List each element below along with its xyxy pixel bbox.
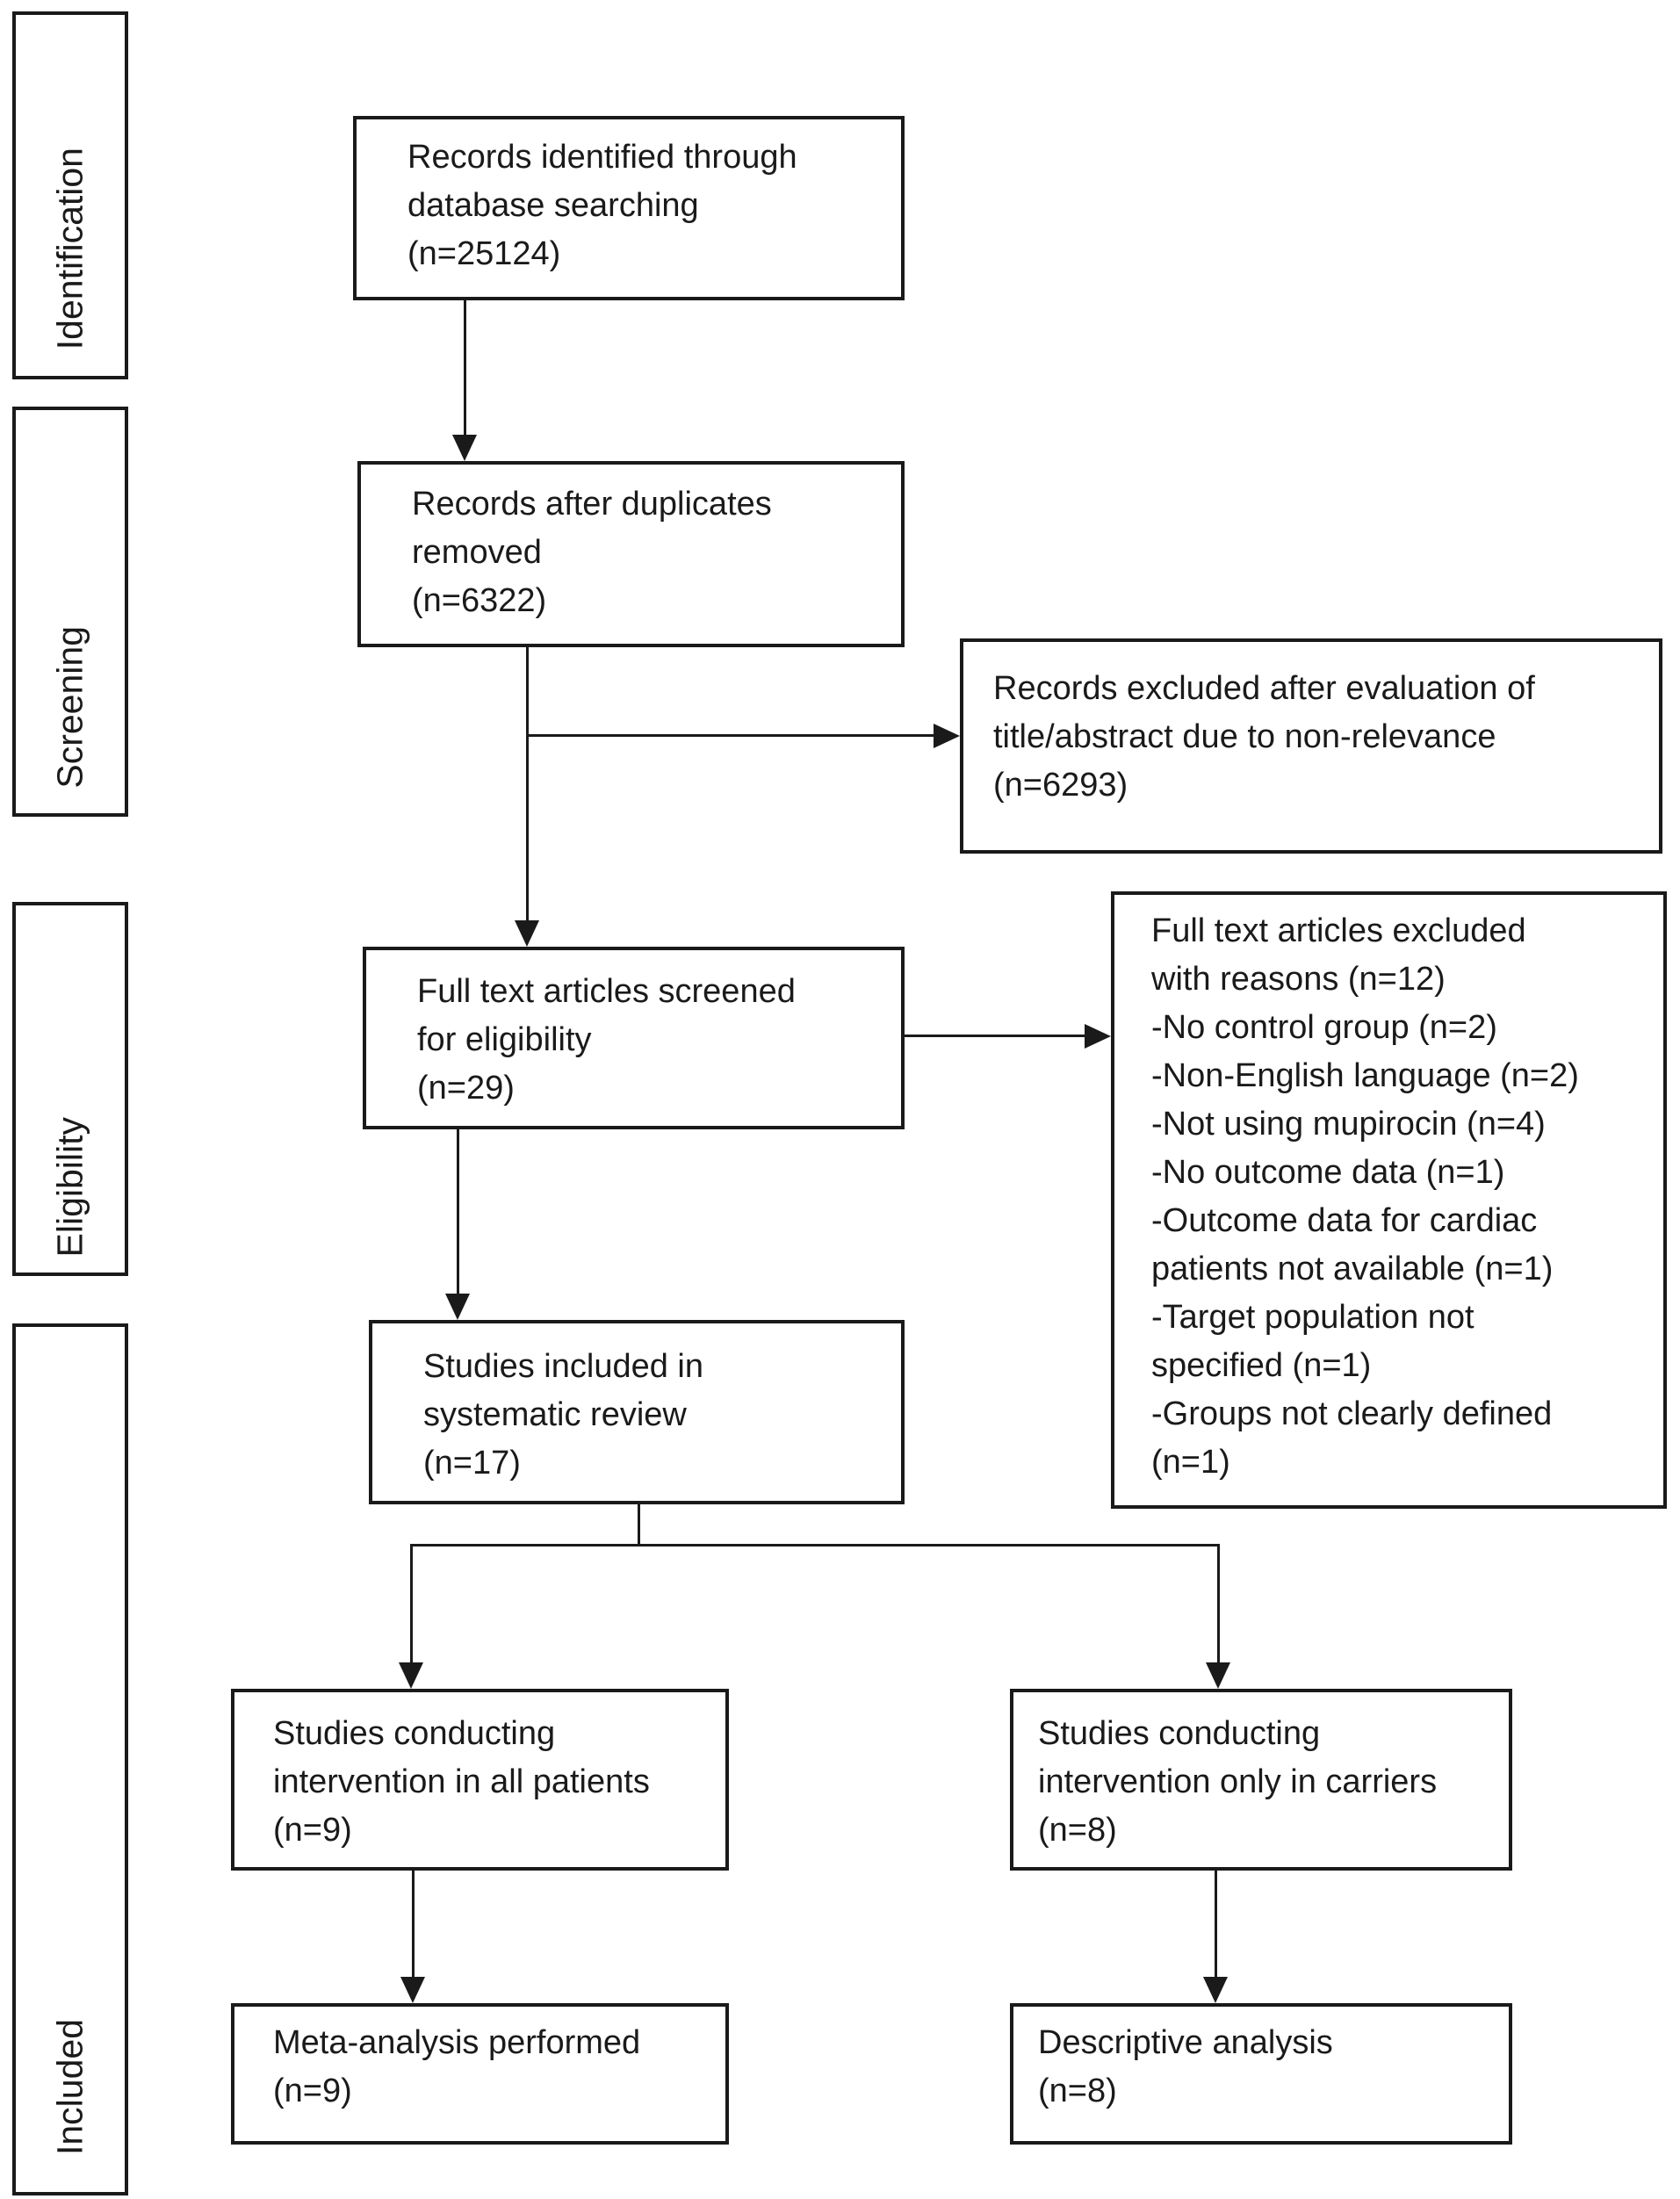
box-text-line: Records after duplicates bbox=[412, 486, 772, 523]
box-records-excluded bbox=[960, 638, 1662, 854]
connector-split-bar bbox=[410, 1544, 1220, 1547]
arrow-down-icon bbox=[1206, 1662, 1230, 1689]
box-studies-included bbox=[369, 1320, 905, 1504]
stage-label-identification: Identification bbox=[49, 147, 90, 350]
box-descriptive-analysis bbox=[1010, 2003, 1512, 2145]
connector-identified-to-duplicates bbox=[464, 300, 466, 439]
stage-box-identification bbox=[12, 11, 128, 379]
arrow-down-icon bbox=[1203, 1977, 1228, 2003]
box-text-line: Descriptive analysis bbox=[1038, 2024, 1333, 2061]
box-text-line: (n=1) bbox=[1151, 1444, 1230, 1481]
box-text-line: systematic review bbox=[423, 1396, 687, 1433]
box-text-line: (n=25124) bbox=[407, 235, 561, 272]
connector-screened-to-excluded bbox=[905, 1035, 1085, 1037]
box-text-line: -Non-English language (n=2) bbox=[1151, 1057, 1579, 1094]
connector-all-patients-to-meta bbox=[412, 1871, 415, 1979]
box-text-line: (n=17) bbox=[423, 1445, 521, 1482]
connector-branch-records-excluded bbox=[526, 734, 935, 737]
box-text-line: for eligibility bbox=[417, 1021, 592, 1058]
connector-duplicates-to-screened bbox=[526, 647, 529, 926]
box-meta-analysis bbox=[231, 2003, 729, 2145]
box-records-after-duplicates bbox=[357, 461, 905, 647]
box-text-line: with reasons (n=12) bbox=[1151, 961, 1446, 998]
connector-split-to-carriers bbox=[1217, 1544, 1220, 1665]
arrow-down-icon bbox=[400, 1977, 425, 2003]
box-text-line: Records identified through bbox=[407, 139, 797, 176]
stage-box-screening bbox=[12, 407, 128, 817]
box-text-line: (n=9) bbox=[273, 2073, 352, 2109]
box-text-line: -Groups not clearly defined bbox=[1151, 1395, 1553, 1432]
arrow-down-icon bbox=[515, 920, 539, 947]
box-text-line: (n=29) bbox=[417, 1070, 515, 1107]
box-text-line: Full text articles screened bbox=[417, 973, 796, 1010]
box-text-line: (n=8) bbox=[1038, 1812, 1117, 1849]
box-text-line: Studies conducting bbox=[273, 1715, 556, 1752]
box-text-line: -No outcome data (n=1) bbox=[1151, 1154, 1505, 1191]
box-full-text-screened bbox=[363, 947, 905, 1129]
box-text-line: -Target population not bbox=[1151, 1299, 1475, 1336]
box-text-line: removed bbox=[412, 534, 542, 571]
box-text-line: database searching bbox=[407, 187, 699, 224]
connector-screened-to-included bbox=[457, 1129, 459, 1298]
box-text-line: specified (n=1) bbox=[1151, 1347, 1372, 1384]
box-text-line: -Outcome data for cardiac bbox=[1151, 1202, 1538, 1239]
arrow-right-icon bbox=[934, 724, 960, 748]
box-text-line: title/abstract due to non-relevance bbox=[993, 718, 1496, 755]
box-intervention-only-carriers bbox=[1010, 1689, 1512, 1871]
connector-carriers-to-descriptive bbox=[1215, 1871, 1217, 1979]
stage-label-eligibility: Eligibility bbox=[49, 1116, 90, 1257]
box-text-line: Meta-analysis performed bbox=[273, 2024, 641, 2061]
box-text-line: (n=8) bbox=[1038, 2073, 1117, 2109]
stage-label-included: Included bbox=[49, 2018, 90, 2155]
box-text-line: (n=6293) bbox=[993, 767, 1128, 804]
box-text-line: Studies included in bbox=[423, 1348, 703, 1385]
box-text-line: (n=9) bbox=[273, 1812, 352, 1849]
box-text-line: Studies conducting bbox=[1038, 1715, 1321, 1752]
box-full-text-excluded bbox=[1111, 891, 1667, 1509]
arrow-down-icon bbox=[399, 1662, 423, 1689]
box-text-line: Records excluded after evaluation of bbox=[993, 670, 1535, 707]
arrow-down-icon bbox=[452, 435, 477, 461]
box-text-line: intervention only in carriers bbox=[1038, 1763, 1438, 1800]
stage-box-included bbox=[12, 1323, 128, 2195]
box-text-line: -Not using mupirocin (n=4) bbox=[1151, 1106, 1546, 1143]
box-text-line: Full text articles excluded bbox=[1151, 912, 1526, 949]
box-text-line: (n=6322) bbox=[412, 582, 547, 619]
connector-included-to-split bbox=[638, 1504, 640, 1547]
box-text-line: -No control group (n=2) bbox=[1151, 1009, 1497, 1046]
box-text-line: intervention in all patients bbox=[273, 1763, 650, 1800]
stage-box-eligibility bbox=[12, 902, 128, 1276]
stage-label-screening: Screening bbox=[49, 626, 90, 789]
connector-split-to-all-patients bbox=[410, 1544, 413, 1665]
box-records-identified bbox=[353, 116, 905, 300]
box-intervention-all-patients bbox=[231, 1689, 729, 1871]
arrow-right-icon bbox=[1085, 1024, 1111, 1049]
box-text-line: patients not available (n=1) bbox=[1151, 1251, 1554, 1287]
arrow-down-icon bbox=[445, 1294, 470, 1320]
